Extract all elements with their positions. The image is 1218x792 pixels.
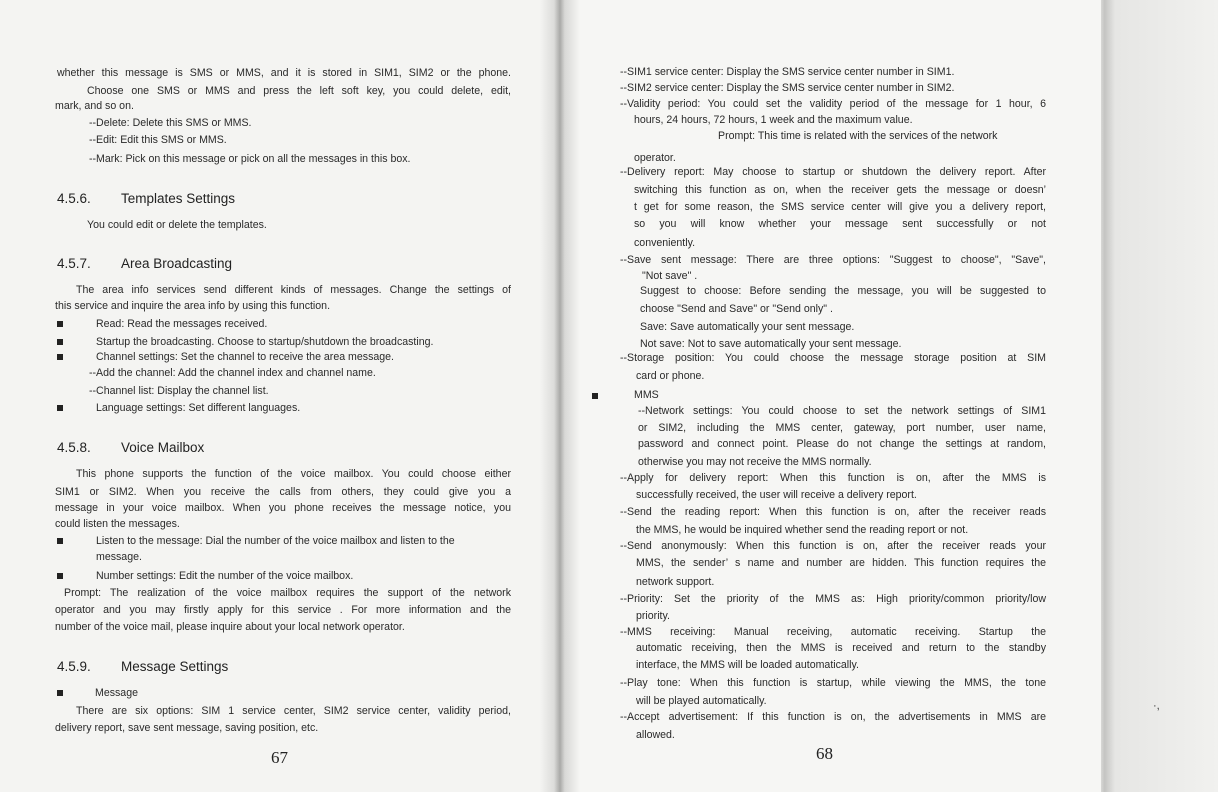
body-text-line: --SIM2 service center: Display the SMS service center number in SIM2. — [620, 82, 955, 94]
body-text-line: could listen the messages. — [55, 518, 180, 530]
bullet-icon — [57, 354, 63, 360]
body-text-line: --Mark: Pick on this message or pick on all the messages in this box. — [89, 153, 411, 165]
body-text-line: the MMS, he would be inquired whether send the reading report or not. — [636, 524, 969, 536]
list-item: Number settings: Edit the number of the voice mailbox. — [96, 570, 354, 582]
bullet-icon — [57, 538, 63, 544]
body-text-line: --Validity period: You could set the validity period of the message for 1 hour, 6 — [620, 98, 1046, 110]
page-number: 67 — [271, 748, 288, 767]
section-heading — [57, 256, 232, 272]
body-text-line: number of the voice mail, please inquire about your local network operator. — [55, 621, 405, 633]
bullet-icon — [57, 405, 63, 411]
section-number: 4.5.7. — [57, 256, 91, 271]
prompt-text: Prompt: This time is related with the services of the network — [718, 130, 998, 142]
page-number: 68 — [816, 744, 833, 763]
body-text-line: This phone supports the function of the voice mailbox. You could choose either — [76, 468, 511, 480]
list-item: Channel settings: Set the channel to receive the area message. — [96, 351, 394, 363]
list-item: MMS — [634, 389, 659, 401]
body-text-line: message in your voice mailbox. When you phone receives the message notice, you — [55, 502, 511, 514]
body-text-line: --Storage position: You could choose the message storage position at SIM — [620, 352, 1046, 364]
body-text-line: --Accept advertisement: If this function is on, the advertisements in MMS are — [620, 711, 1046, 723]
margin-mark: ·, — [1153, 700, 1160, 712]
body-text-line: --Send anonymously: When this function is on, after the receiver reads your — [620, 540, 1046, 552]
body-text-line: --Play tone: When this function is startup, while viewing the MMS, the tone — [620, 677, 1046, 689]
prompt-text: Prompt: The realization of the voice mailbox requires the support of the network — [64, 587, 511, 599]
body-text-line: Suggest to choose: Before sending the message, you will be suggested to — [640, 285, 1046, 297]
list-item: Message — [95, 687, 138, 699]
body-text-line: --SIM1 service center: Display the SMS service center number in SIM1. — [620, 66, 955, 78]
right-page — [556, 0, 1101, 792]
body-text-line: "Not save" . — [642, 270, 698, 282]
body-text-line: --Network settings: You could choose to set the network settings of SIM1 — [638, 405, 1046, 417]
bullet-icon — [592, 393, 598, 399]
body-text-line: allowed. — [636, 729, 675, 741]
section-number: 4.5.9. — [57, 659, 91, 674]
body-text-line: MMS, the sender’ s name and number are hidden. This function requires the — [636, 557, 1046, 569]
bullet-icon — [57, 339, 63, 345]
body-text-line: --Delete: Delete this SMS or MMS. — [89, 117, 252, 129]
body-text-line: t get for some reason, the SMS service center will give you a delivery report, — [634, 201, 1046, 213]
body-text-line: You could edit or delete the templates. — [87, 219, 267, 231]
body-text-line: --Apply for delivery report: When this function is on, after the MMS is — [620, 472, 1046, 484]
body-text-line: --MMS receiving: Manual receiving, automatic receiving. Startup the — [620, 626, 1046, 638]
list-item: message. — [96, 551, 142, 563]
body-text-line: password and connect point. Please do not change the settings at random, — [638, 438, 1046, 450]
body-text-line: delivery report, save sent message, saving position, etc. — [55, 722, 319, 734]
body-text-line: SIM1 or SIM2. When you receive the calls from others, they could give you a — [55, 486, 511, 498]
body-text-line: so you will know whether your message sent successfully or not — [634, 218, 1046, 230]
list-item: Listen to the message: Dial the number of the voice mailbox and listen to the — [96, 535, 455, 547]
body-text-line: conveniently. — [634, 237, 696, 249]
body-text-line: Choose one SMS or MMS and press the left soft key, you could delete, edit, — [87, 85, 511, 97]
body-text-line: --Add the channel: Add the channel index and channel name. — [89, 367, 376, 379]
body-text-line: interface, the MMS will be loaded automatically. — [636, 659, 859, 671]
body-text-line: this service and inquire the area info by using this function. — [55, 300, 331, 312]
body-text-line: --Channel list: Display the channel list. — [89, 385, 269, 397]
body-text-line: network support. — [636, 576, 715, 588]
list-item: Language settings: Set different languages. — [96, 402, 301, 414]
body-text-line: priority. — [636, 610, 670, 622]
body-text-line: Not save: Not to save automatically your sent message. — [640, 338, 902, 350]
body-text-line: automatic receiving, then the MMS is received and return to the standby — [636, 642, 1046, 654]
section-number: 4.5.8. — [57, 440, 91, 455]
section-title: Area Broadcasting — [121, 256, 233, 271]
list-item: Startup the broadcasting. Choose to startup/shutdown the broadcasting. — [96, 336, 434, 348]
page-edge — [1101, 0, 1218, 792]
body-text-line: will be played automatically. — [636, 695, 767, 707]
body-text-line: operator. — [634, 152, 676, 164]
body-text-line: --Priority: Set the priority of the MMS as: High priority/common priority/low — [620, 593, 1046, 605]
bullet-icon — [57, 690, 63, 696]
left-page — [0, 0, 552, 792]
body-text-line: The area info services send different kinds of messages. Change the settings of — [76, 284, 511, 296]
body-text-line: --Edit: Edit this SMS or MMS. — [89, 134, 227, 146]
section-heading — [57, 191, 235, 207]
section-title: Voice Mailbox — [121, 440, 205, 455]
body-text-line: --Save sent message: There are three options: "Suggest to choose", "Save", — [620, 254, 1046, 266]
body-text-line: choose "Send and Save" or "Send only" . — [640, 303, 833, 315]
bullet-icon — [57, 321, 63, 327]
book-gutter — [540, 0, 580, 792]
body-text-line: whether this message is SMS or MMS, and it is stored in SIM1, SIM2 or the phone. — [57, 67, 511, 79]
body-text-line: operator and you may firstly apply for this service . For more information and the — [55, 604, 511, 616]
section-heading — [57, 659, 228, 675]
body-text-line: --Send the reading report: When this function is on, after the receiver reads — [620, 506, 1046, 518]
body-text-line: card or phone. — [636, 370, 705, 382]
section-number: 4.5.6. — [57, 191, 91, 206]
section-heading — [57, 440, 204, 456]
body-text-line: or SIM2, including the MMS center, gateway, port number, user name, — [638, 422, 1046, 434]
body-text-line: hours, 24 hours, 72 hours, 1 week and the maximum value. — [634, 114, 913, 126]
body-text-line: mark, and so on. — [55, 100, 134, 112]
body-text-line: otherwise you may not receive the MMS normally. — [638, 456, 872, 468]
body-text-line: successfully received, the user will receive a delivery report. — [636, 489, 917, 501]
body-text-line: There are six options: SIM 1 service center, SIM2 service center, validity period, — [76, 705, 511, 717]
list-item: Read: Read the messages received. — [96, 318, 268, 330]
body-text-line: Save: Save automatically your sent message. — [640, 321, 855, 333]
body-text-line: switching this function as on, when the receiver gets the message or doesn’ — [634, 184, 1046, 196]
section-title: Message Settings — [121, 659, 229, 674]
section-title: Templates Settings — [121, 191, 236, 206]
bullet-icon — [57, 573, 63, 579]
body-text-line: --Delivery report: May choose to startup or shutdown the delivery report. After — [620, 166, 1046, 178]
